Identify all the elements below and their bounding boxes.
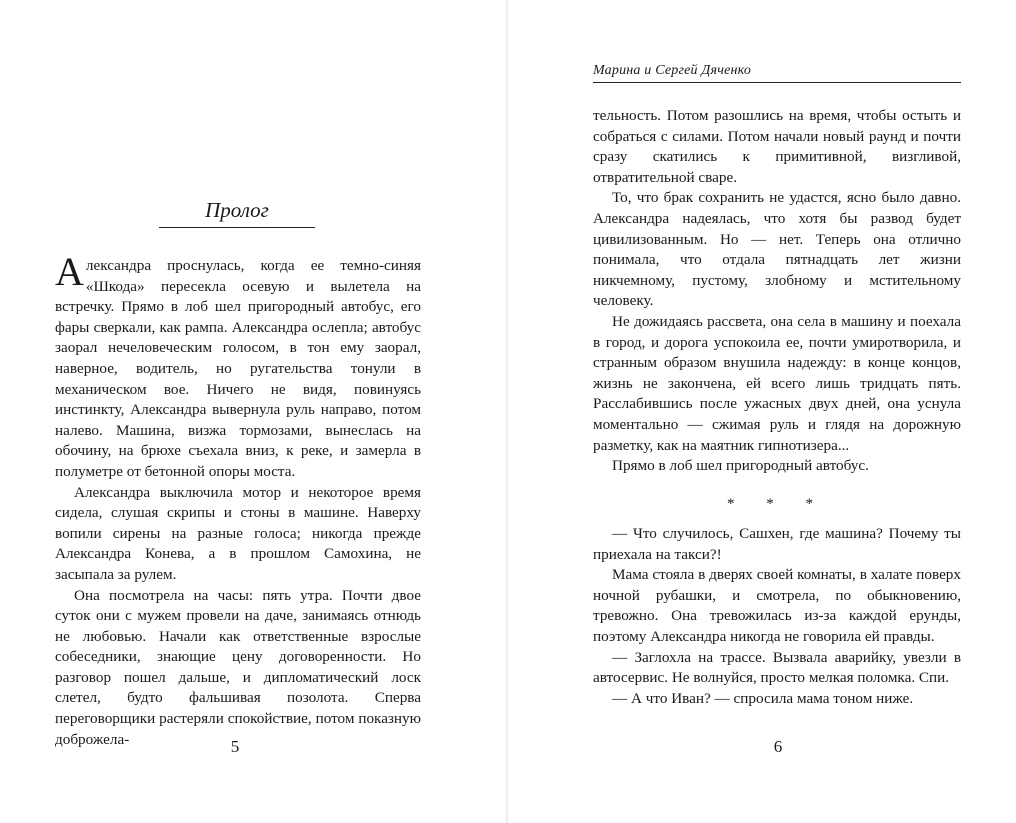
page-number-left: 5	[230, 737, 240, 756]
left-page-text	[55, 249, 421, 750]
right-page-text-top	[593, 106, 961, 477]
chapter-title: Пролог	[205, 198, 269, 222]
paragraph: — Что случилось, Сашхен, где машина? Почему ты приехала на такси?!	[593, 525, 961, 563]
page-number-right: 6	[773, 737, 783, 756]
right-page-text-bottom	[593, 524, 961, 709]
paragraph	[55, 249, 421, 483]
paragraph-text: лександра проснулась, когда ее темно-синяя «Шкода» пересекла осевую и вылетела на встречку. Прямо в лоб шел пригородный автобус, его фары сверкали, как рампа. Александра ослепла; автобус заорал нечеловеческим голосом, в тон ему заорал, наверное, водитель, но ругательства тонули в механическом вое. Ничего не видя, повинуясь инстинкту, Александра вывернула руль направо, потом налево. Машина, визжа тормозами, вынеслась на обочину, на брюхе съехала вниз, к реке, и замерла в полуметре от бетонной опоры моста.	[55, 257, 421, 480]
paragraph: Александра выключила мотор и некоторое время сидела, слушая скрипы и стоны в машине. Наверху вопили сирены на разные голоса; никогда прежде Александра Конева, а в прошлом Самохина, не засыпала за рулем.	[55, 483, 421, 583]
paragraph: Не дожидаясь рассвета, она села в машину и поехала в город, и дорога успокоила ее, почти умиротворила, и странным образом внушила надежду: в конце концов, жизнь не закончена, ей всего лишь тридцать пять. Расслабившись после ужасных двух дней, она уснула моментально — сжимая руль и глядя на дорожную разметку, как на маятник гипнотизера...	[593, 312, 961, 454]
running-header: Марина и Сергей Дяченко	[593, 63, 752, 78]
book-spine	[506, 0, 509, 823]
paragraph: Прямо в лоб шел пригородный автобус.	[612, 457, 869, 475]
paragraph: — А что Иван? — спросила мама тоном ниже.	[612, 689, 914, 707]
paragraph: Она посмотрела на часы: пять утра. Почти двое суток они с мужем провели на даче, занимаясь отнюдь не любовью. Начали как ответственные взрослые собеседники, знающие цену договоренности. Но разговор пошел дальше, и дипломатический лоск слетел, будто фальшивая позолота. Сперва переговорщики растеряли спокойствие, потом показную доброжела-	[55, 586, 421, 748]
section-separator: * * *	[727, 496, 827, 512]
header-rule	[593, 82, 961, 83]
paragraph: Мама стояла в дверях своей комнаты, в халате поверх ночной рубашки, и смотрела, по обыкновению, тревожно. Она тревожилась из-за каждой ерунды, поэтому Александра никогда не говорила ей правды.	[593, 566, 961, 645]
chapter-title-rule	[159, 227, 315, 228]
paragraph: — Заглохла на трассе. Вызвала аварийку, увезли в автосервис. Не волнуйся, просто мелкая поломка. Спи.	[593, 648, 961, 687]
drop-cap: А	[55, 249, 84, 294]
paragraph: тельность. Потом разошлись на время, чтобы остыть и собраться с силами. Потом начали новый раунд и почти сразу скатились к примитивной, визгливой, отвратительной сваре.	[593, 107, 961, 186]
paragraph: То, что брак сохранить не удастся, ясно было давно. Александра надеялась, что хотя бы развод будет цивилизованным. Но — нет. Теперь она отлично понимала, что отдала пятнадцать лет жизни никчемному, пустому, злобному и мстительному человеку.	[593, 189, 961, 310]
